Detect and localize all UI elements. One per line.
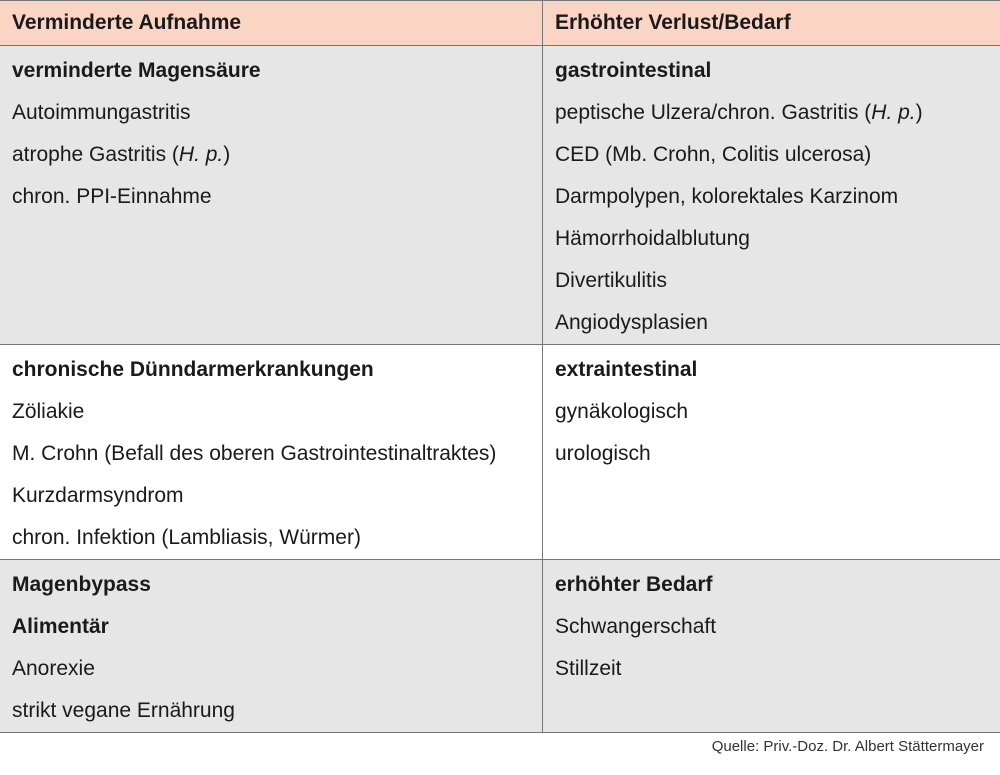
list-item: Autoimmungastritis [12, 101, 191, 124]
category-heading: gastrointestinal [555, 59, 712, 82]
list-item: Schwangerschaft [555, 615, 717, 638]
list-item: Zöliakie [12, 400, 85, 423]
list-item: chron. Infektion (Lambliasis, Würmer) [12, 526, 361, 549]
source-caption: Quelle: Priv.-Doz. Dr. Albert Stättermayer [711, 738, 984, 755]
header-left: Verminderte Aufnahme [0, 1, 543, 46]
category-heading: chronische Dünndarmerkrankungen [12, 358, 374, 381]
category-heading: extraintestinal [555, 358, 698, 381]
item-italic-text: H. p. [178, 143, 224, 166]
item-italic-text: H. p. [871, 101, 916, 124]
header-row [0, 1, 1000, 46]
section-1-left [0, 46, 543, 345]
item-text: atrophe Gastritis ( [12, 143, 179, 166]
list-item: strikt vegane Ernährung [12, 699, 235, 722]
list-item: Darmpolypen, kolorektales Karzinom [555, 185, 899, 208]
list-item: Divertikulitis [555, 269, 668, 292]
section-3-right [543, 560, 1000, 733]
item-text: ) [915, 101, 923, 124]
section-row-1 [0, 46, 1000, 345]
list-item [553, 92, 1000, 134]
section-row-3 [0, 560, 1000, 733]
category-heading: erhöhter Bedarf [555, 573, 713, 596]
section-3-left [0, 560, 543, 733]
list-item: chron. PPI-Einnahme [12, 185, 212, 208]
list-item: M. Crohn (Befall des oberen Gastrointestinaltraktes) [12, 442, 497, 465]
list-item: Angiodysplasien [555, 311, 708, 334]
category-heading: Magenbypass [12, 573, 151, 596]
section-2-right [543, 345, 1000, 560]
list-item: Anorexie [12, 657, 95, 680]
list-item: Hämorrhoidalblutung [555, 227, 750, 250]
list-item: Kurzdarmsyndrom [12, 484, 184, 507]
list-item: gynäkologisch [555, 400, 689, 423]
list-item: CED (Mb. Crohn, Colitis ulcerosa) [555, 143, 872, 166]
list-item: Stillzeit [555, 657, 622, 680]
category-heading: Alimentär [12, 615, 109, 638]
item-text: ) [223, 143, 231, 166]
section-row-2 [0, 345, 1000, 560]
section-2-left [0, 345, 543, 560]
header-right: Erhöhter Verlust/Bedarf [543, 1, 1000, 46]
item-text: peptische Ulzera/chron. Gastritis ( [555, 101, 872, 124]
list-item [10, 134, 532, 176]
category-heading: verminderte Magensäure [12, 59, 261, 82]
section-1-right [543, 46, 1000, 345]
list-item: urologisch [555, 442, 651, 465]
